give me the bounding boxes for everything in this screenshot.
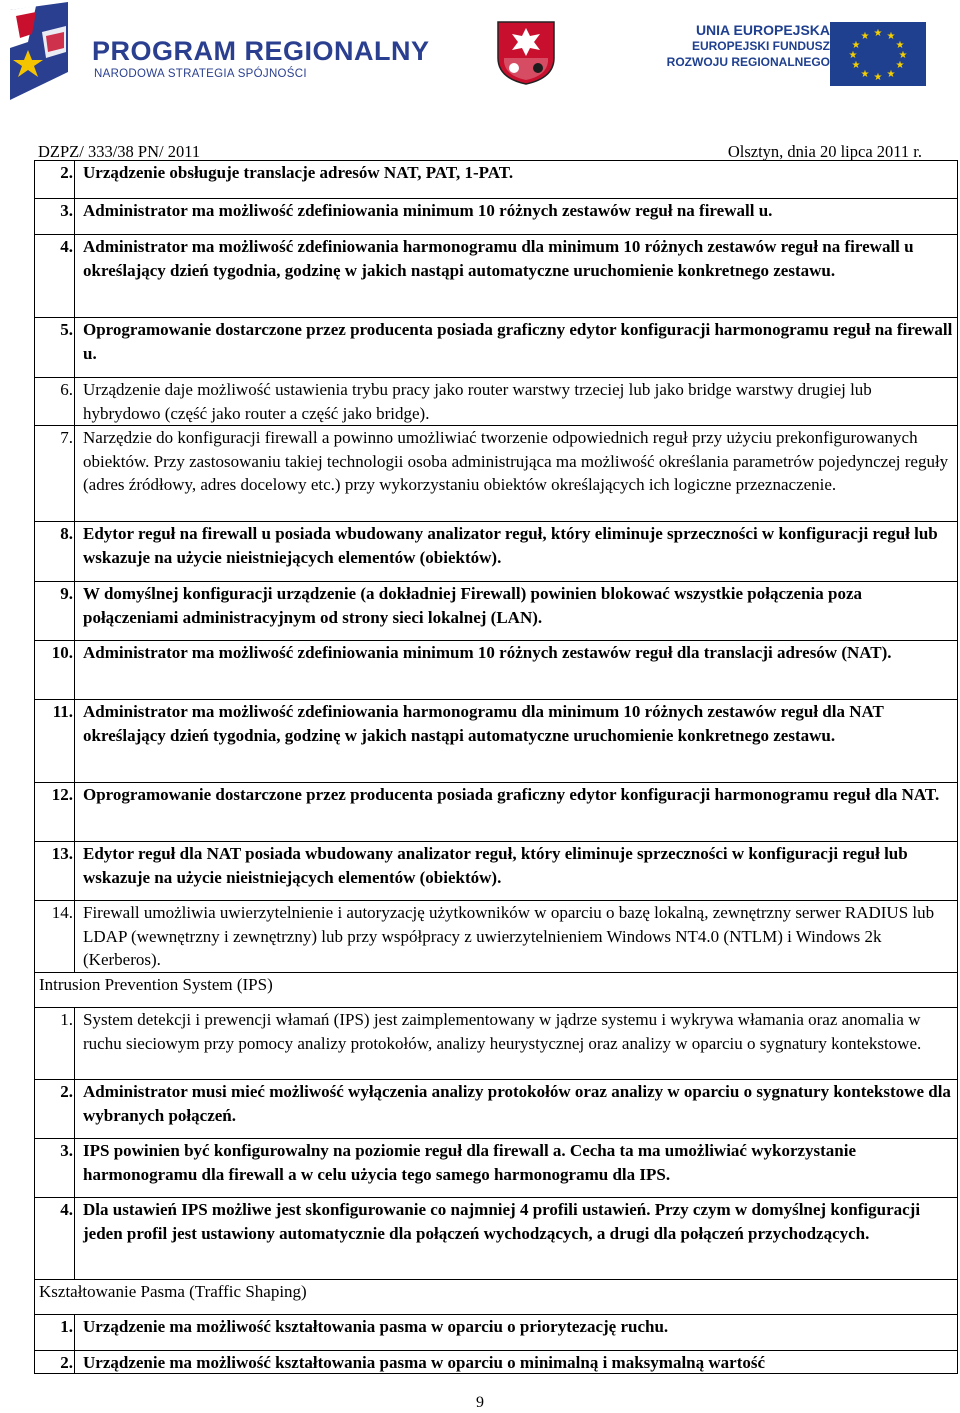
- row-text: Urządzenie ma możliwość kształtowania pasma w oparciu o priorytezację ruchu.: [83, 1317, 669, 1336]
- row-number: 5.: [35, 318, 75, 377]
- program-title: PROGRAM REGIONALNY: [92, 36, 430, 66]
- table-row: [34, 1007, 958, 1079]
- table-row: [34, 841, 958, 900]
- table-row: [34, 640, 958, 699]
- table-row: [34, 521, 958, 581]
- row-text: Oprogramowanie dostarczone przez producenta posiada graficzny edytor konfiguracji harmonogramu reguł na firewall u.: [83, 320, 953, 363]
- row-number: 11.: [35, 700, 75, 782]
- svg-text:★: ★: [851, 60, 861, 71]
- row-number: 12.: [35, 783, 75, 841]
- row-text: W domyślnej konfiguracji urządzenie (a dokładniej Firewall) powinien blokować wszystkie połączenia poza połączeniami administracyjnym od strony sieci lokalnej (LAN).: [83, 584, 863, 627]
- program-subtitle: NARODOWA STRATEGIA SPÓJNOŚCI: [94, 68, 307, 80]
- document-reference: DZPZ/ 333/38 PN/ 2011: [38, 142, 201, 161]
- table-row: [34, 425, 958, 521]
- section-heading-traffic-shaping: Kształtowanie Pasma (Traffic Shaping): [39, 1282, 307, 1301]
- row-text: Oprogramowanie dostarczone przez producenta posiada graficzny edytor konfiguracji harmonogramu reguł dla NAT.: [83, 785, 940, 804]
- row-text: Edytor reguł dla NAT posiada wbudowany analizator reguł, który eliminuje sprzeczności w konfiguracji reguł lub wskazuje na użycie nieistniejących elementów (obiektów).: [83, 844, 908, 887]
- row-text: IPS powinien być konfigurowalny na poziomie reguł dla firewall a. Cecha ta ma umożliwiać wykorzystanie harmonogramu dla firewall a w celu użycia tego samego harmonogramu dla IPS.: [83, 1141, 857, 1184]
- table-row: [34, 234, 958, 317]
- svg-text:★: ★: [860, 69, 870, 80]
- section-heading-ips: Intrusion Prevention System (IPS): [39, 975, 273, 994]
- table-row: [34, 782, 958, 841]
- coat-of-arms-icon: [496, 20, 556, 86]
- requirements-table: [34, 160, 958, 1374]
- table-row: [34, 198, 958, 234]
- row-text: Urządzenie obsługuje translacje adresów NAT, PAT, 1-PAT.: [83, 163, 514, 182]
- table-row: [34, 1197, 958, 1279]
- row-text: Edytor reguł na firewall u posiada wbudowany analizator reguł, który eliminuje sprzeczności w konfiguracji reguł lub wskazuje na użycie nieistniejących elementów (obiektów).: [83, 524, 938, 567]
- program-regionalny-logo: [6, 2, 430, 102]
- table-row: [34, 581, 958, 640]
- svg-text:★: ★: [848, 50, 858, 61]
- table-row: [34, 317, 958, 377]
- row-text: Narzędzie do konfiguracji firewall a powinno umożliwiać tworzenie odpowiednich reguł przy użyciu prekonfigurowanych obiektów. Przy zastosowaniu takiej technologii osoba administrująca ma możliwość określania parametrów pojedynczej reguły (adres źródłowy, adres docelowy etc.) przy wykorzystaniu obiektów określających ich logiczne przeznaczenie.: [83, 428, 949, 495]
- svg-text:★: ★: [886, 69, 896, 80]
- svg-text:★: ★: [860, 31, 870, 42]
- section-row: [34, 972, 958, 1007]
- row-text: Firewall umożliwia uwierzytelnienie i autoryzację użytkowników w oparciu o bazę lokalną, zewnętrzny serwer RADIUS lub LDAP (wewnętrzny i zewnętrzny) lub przy współpracy z uwierzytelnieniem Windows NT4.0 (NTLM) i Windows 2k (Kerberos).: [83, 903, 935, 970]
- row-number: 3.: [35, 1139, 75, 1197]
- page-number: 9: [476, 1394, 484, 1411]
- table-row: [34, 900, 958, 972]
- eu-text-block: [650, 22, 830, 82]
- row-number: 7.: [35, 426, 75, 521]
- svg-text:★: ★: [873, 72, 883, 83]
- row-text: Administrator musi mieć możliwość wyłączenia analizy protokołów oraz analizy w oparciu o sygnatury kontekstowe dla wybranych połączeń.: [83, 1082, 951, 1125]
- row-number: 6.: [35, 378, 75, 425]
- row-number: 4.: [35, 235, 75, 317]
- table-row: [34, 1314, 958, 1350]
- row-text: System detekcji i prewencji włamań (IPS) jest zaimplementowany w jądrze systemu i wykrywa włamania oraz anomalia w ruchu sieciowym przy pomocy analizy protokołów, analizy heurystycznej oraz analizy w oparciu o sygnatury kontekstowe.: [83, 1010, 922, 1053]
- row-number: 1.: [35, 1008, 75, 1079]
- svg-text:★: ★: [898, 50, 908, 61]
- row-number: 10.: [35, 641, 75, 699]
- table-row: [34, 160, 958, 198]
- row-number: 2.: [35, 1080, 75, 1138]
- row-number: 2.: [35, 1351, 75, 1373]
- eu-flag-icon: [830, 22, 926, 86]
- eu-line-3: ROZWOJU REGIONALNEGO: [666, 55, 830, 69]
- place-date: Olsztyn, dnia 20 lipca 2011 r.: [727, 142, 922, 161]
- row-number: 13.: [35, 842, 75, 900]
- svg-text:★: ★: [886, 31, 896, 42]
- table-row: [34, 1079, 958, 1138]
- eu-line-2: EUROPEJSKI FUNDUSZ: [691, 39, 830, 53]
- nss-flag-icon: [6, 2, 86, 102]
- svg-text:★: ★: [851, 40, 861, 51]
- row-text: Urządzenie ma możliwość kształtowania pasma w oparciu o minimalną i maksymalną wartość: [83, 1353, 766, 1372]
- row-number: 3.: [35, 199, 75, 234]
- row-text: Dla ustawień IPS możliwe jest skonfigurowanie co najmniej 4 profili ustawień. Przy czym w domyślnej konfiguracji jeden profil jest ustawiony automatycznie dla połączeń wychodzących, a drugi dla połączeń przychodzących.: [83, 1200, 921, 1243]
- table-row: [34, 377, 958, 425]
- table-row: [34, 699, 958, 782]
- row-number: 2.: [35, 161, 75, 198]
- svg-text:★: ★: [895, 40, 905, 51]
- row-text: Administrator ma możliwość zdefiniowania minimum 10 różnych zestawów reguł dla translacji adresów (NAT).: [83, 643, 892, 662]
- row-number: 9.: [35, 582, 75, 640]
- header-logos: [0, 0, 960, 110]
- svg-text:★: ★: [895, 60, 905, 71]
- row-number: 4.: [35, 1198, 75, 1279]
- row-text: Administrator ma możliwość zdefiniowania minimum 10 różnych zestawów reguł na firewall u.: [83, 201, 773, 220]
- row-text: Urządzenie daje możliwość ustawienia trybu pracy jako router warstwy trzeciej lub jako bridge warstwy drugiej lub hybrydowo (część jako router a część jako bridge).: [83, 380, 872, 423]
- table-row: [34, 1350, 958, 1374]
- eu-line-1: UNIA EUROPEJSKA: [695, 22, 830, 38]
- svg-text:★: ★: [873, 28, 883, 39]
- row-number: 8.: [35, 522, 75, 581]
- row-text: Administrator ma możliwość zdefiniowania harmonogramu dla minimum 10 różnych zestawów reguł na firewall u określający dzień tygodnia, godzinę w jakich nastąpi automatyczne uruchomienie konkretnego zestawu.: [83, 237, 914, 280]
- row-text: Administrator ma możliwość zdefiniowania harmonogramu dla minimum 10 różnych zestawów reguł dla NAT określający dzień tygodnia, godzinę w jakich nastąpi automatyczne uruchomienie konkretnego zestawu.: [83, 702, 884, 745]
- row-number: 1.: [35, 1315, 75, 1350]
- section-row: [34, 1279, 958, 1314]
- table-row: [34, 1138, 958, 1197]
- row-number: 14.: [35, 901, 75, 972]
